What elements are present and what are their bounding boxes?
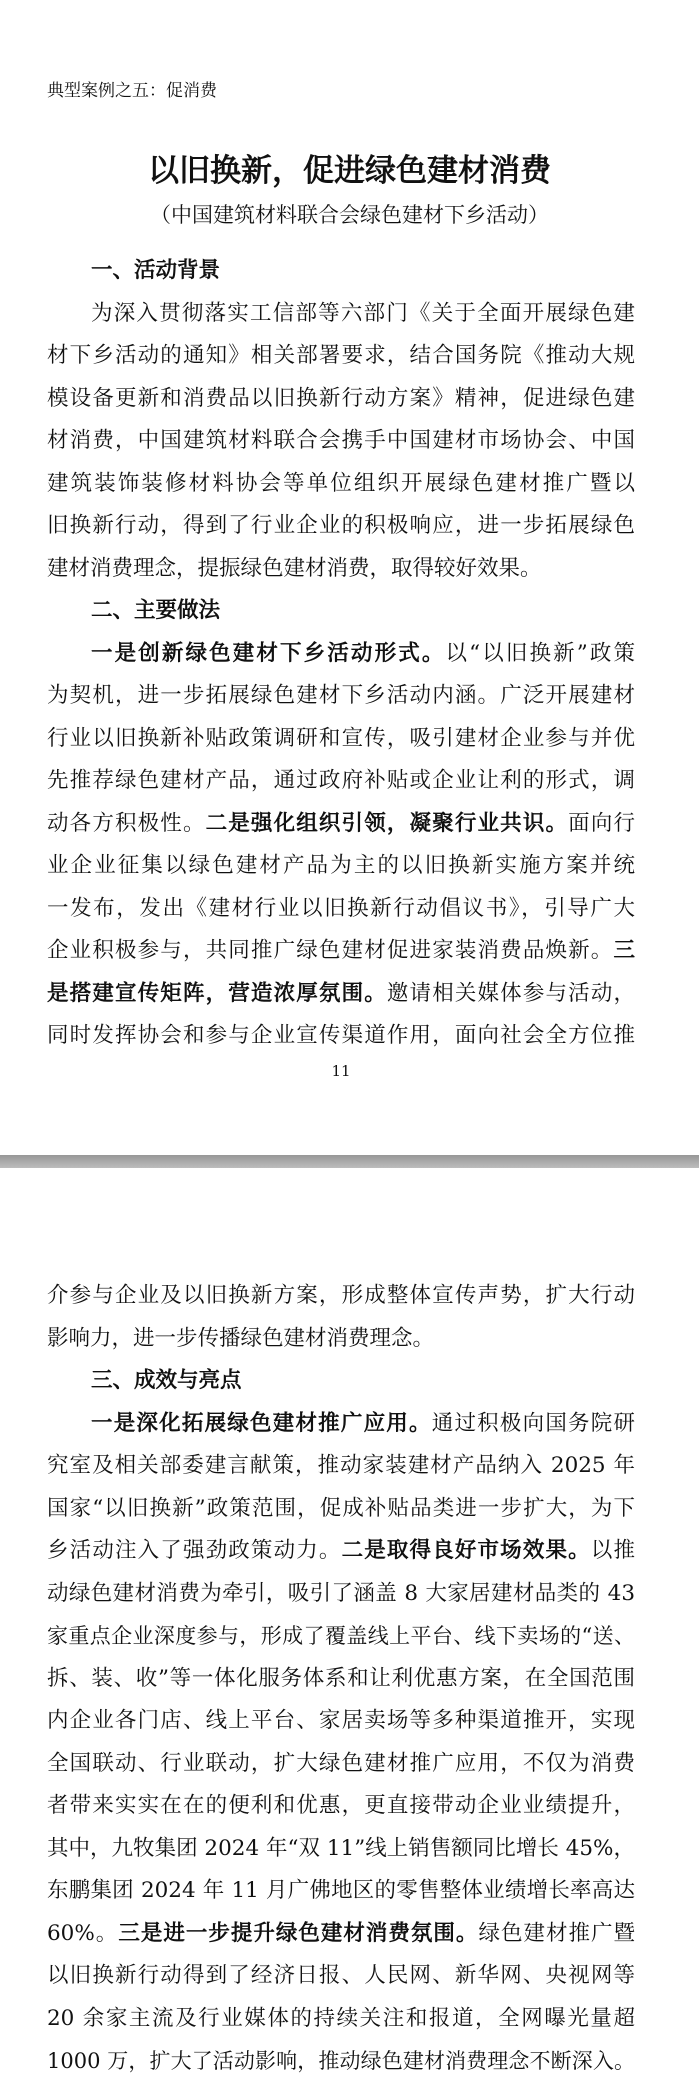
paragraph-line: 行业以旧换新补贴政策调研和宣传，吸引建材企业参与并优 [47, 725, 635, 751]
paragraph-line: 业企业征集以绿色建材产品为主的以旧换新实施方案并统 [47, 853, 635, 878]
line-text: 以“以旧换新”政策 [445, 640, 635, 666]
paragraph-line [47, 1403, 635, 1446]
key-point-text: 二是强化组织引领，凝聚行业共识。 [205, 810, 569, 836]
key-point-text: 一是创新绿色建材下乡活动形式。 [91, 640, 446, 666]
key-point-text: 是搭建宣传矩阵，营造浓厚氛围。 [47, 980, 387, 1006]
paragraph-line [47, 803, 635, 846]
paragraph-line: 究室及相关部委建言献策，推动家装建材产品纳入 2025 年 [47, 1453, 635, 1478]
paragraph-line [47, 1530, 635, 1573]
document-title: 以旧换新，促进绿色建材消费 [148, 153, 551, 189]
paragraph-line: 家重点企业深度参与，形成了覆盖线上平台、线下卖场的“送、 [47, 1624, 635, 1648]
paragraph-line: 材消费，中国建筑材料联合会携手中国建材市场协会、中国 [47, 428, 635, 453]
paragraph-line: 模设备更新和消费品以旧换新行动方案》精神，促进绿色建 [47, 385, 635, 411]
paragraph-line: 影响力，进一步传播绿色建材消费理念。 [47, 1325, 435, 1351]
paragraph-line: 介参与企业及以旧换新方案，形成整体宣传声势，扩大行动 [47, 1283, 635, 1308]
line-text: 邀请相关媒体参与活动， [386, 980, 635, 1006]
paragraph-line [47, 633, 635, 676]
paragraph-line: 其中，九牧集团 2024 年“双 11”线上销售额同比增长 45%， [47, 1835, 635, 1861]
line-text: 企业积极参与，共同推广绿色建材促进家装消费品焕新。 [47, 938, 614, 963]
line-text: 绿色建材推广暨 [478, 1920, 635, 1946]
paragraph-line: 20 余家主流及行业媒体的持续关注和报道，全网曝光量超 [47, 2005, 635, 2031]
paragraph-line: 同时发挥协会和参与企业宣传渠道作用，面向社会全方位推 [47, 1023, 635, 1048]
paragraph-line: 建材消费理念，提振绿色建材消费，取得较好效果。 [47, 555, 542, 581]
section-heading: 二、主要做法 [91, 598, 221, 623]
line-text: 动各方积极性。 [47, 810, 206, 836]
paragraph-line: 全国联动、行业联动，扩大绿色建材推广应用，不仅为消费 [47, 1750, 635, 1776]
paragraph-line: 旧换新行动，得到了行业企业的积极响应，进一步拓展绿色 [47, 513, 635, 538]
paragraph-line [47, 1913, 635, 1956]
paragraph-line: 一发布，发出《建材行业以旧换新行动倡议书》，引导广大 [47, 895, 635, 921]
line-text: 乡活动注入了强劲政策动力。 [47, 1538, 342, 1563]
paragraph-line [47, 930, 635, 973]
paragraph-line: 为深入贯彻落实工信部等六部门《关于全面开展绿色建 [91, 300, 635, 326]
section-heading: 一、活动背景 [91, 258, 221, 283]
paragraph-line: 者带来实实在在的便利和优惠，更直接带动企业业绩提升， [47, 1793, 635, 1818]
key-point-text: 三是进一步提升绿色建材消费氛围。 [118, 1920, 479, 1946]
line-text: 面向行 [568, 810, 635, 836]
paragraph-line: 1000 万，扩大了活动影响，推动绿色建材消费理念不断深入。 [47, 2049, 635, 2073]
paragraph-line: 内企业各门店、线上平台、家居卖场等多种渠道推开，实现 [47, 1708, 635, 1733]
paragraph-line: 国家“以旧换新”政策范围，促成补贴品类进一步扩大，为下 [47, 1495, 635, 1521]
line-text: 通过积极向国务院研 [431, 1410, 635, 1436]
page-2-body [47, 1275, 635, 2083]
paragraph-line: 建筑装饰装修材料协会等单位组织开展绿色建材推广暨以 [47, 470, 635, 496]
running-header-label: 典型案例之五：促消费 [47, 81, 217, 101]
paragraph-line [47, 973, 635, 1016]
paragraph-line: 东鹏集团 2024 年 11 月广佛地区的零售整体业绩增长率高达 [47, 1878, 635, 1903]
document-subtitle: （中国建筑材料联合会绿色建材下乡活动） [150, 203, 549, 227]
key-point-text: 一是深化拓展绿色建材推广应用。 [91, 1410, 432, 1436]
section-heading: 三、成效与亮点 [91, 1368, 242, 1393]
paragraph-line: 材下乡活动的通知》相关部署要求，结合国务院《推动大规 [47, 343, 635, 368]
key-point-text: 三 [613, 938, 635, 963]
paragraph-line: 动绿色建材消费为牵引，吸引了涵盖 8 大家居建材品类的 43 [47, 1580, 635, 1606]
key-point-text: 二是取得良好市场效果。 [341, 1538, 591, 1563]
paragraph-line: 先推荐绿色建材产品，通过政府补贴或企业让利的形式，调 [47, 768, 635, 793]
page-separator [0, 1155, 699, 1168]
line-text: 以推 [590, 1538, 635, 1563]
page-number: 11 [331, 1062, 351, 1080]
page-1-body [47, 250, 635, 1058]
paragraph-line: 以旧换新行动得到了经济日报、人民网、新华网、央视网等 [47, 1963, 635, 1988]
paragraph-line: 为契机，进一步拓展绿色建材下乡活动内涵。广泛开展建材 [47, 683, 635, 708]
paragraph-line: 拆、装、收”等一体化服务体系和让利优惠方案，在全国范围 [47, 1665, 635, 1691]
line-text: 60%。 [47, 1920, 119, 1946]
document-page-2 [0, 1168, 699, 2094]
